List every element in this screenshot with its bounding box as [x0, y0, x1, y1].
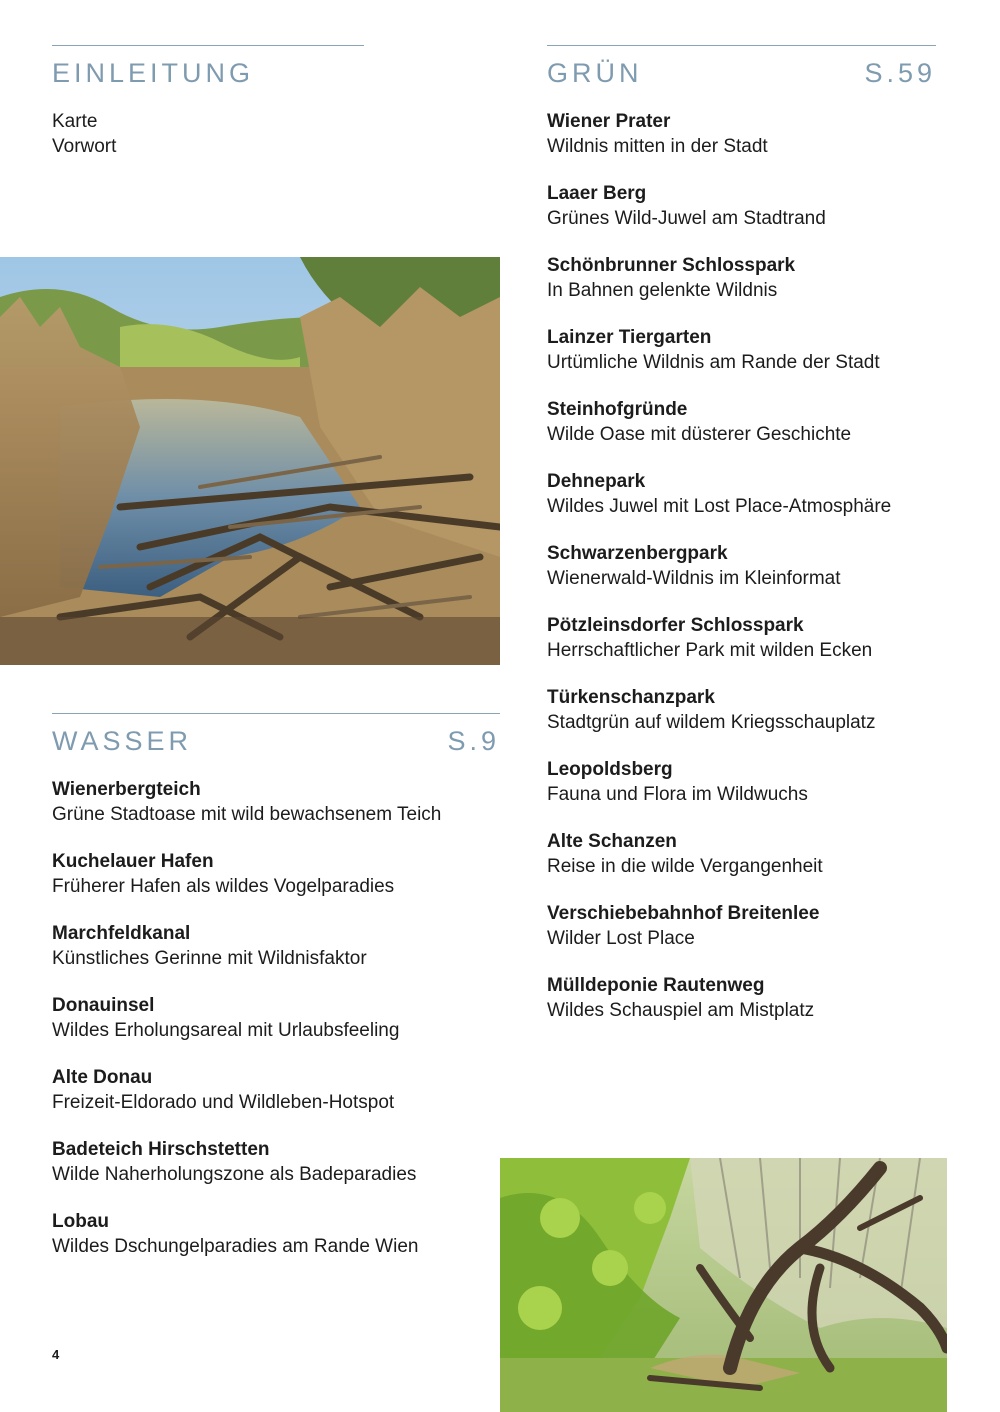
entry-title: Marchfeldkanal — [52, 923, 191, 944]
toc-entry[interactable] — [52, 1209, 500, 1259]
entry-title: Steinhofgründe — [547, 399, 688, 420]
einleitung-section — [52, 45, 364, 159]
entry-subtitle: Wienerwald-Wildnis im Kleinformat — [547, 568, 841, 589]
toc-entry[interactable] — [547, 325, 936, 375]
entry-subtitle: Herrschaftlicher Park mit wilden Ecken — [547, 640, 873, 661]
entry-subtitle: Künstliches Gerinne mit Wildnisfaktor — [52, 948, 367, 969]
gruen-rule — [547, 45, 936, 46]
gruen-section — [547, 45, 936, 1045]
marsh-photo-illustration — [0, 257, 500, 665]
entry-subtitle: Wildes Erholungsareal mit Urlaubsfeeling — [52, 1020, 400, 1041]
entry-title: Schönbrunner Schlosspark — [547, 255, 796, 276]
wasser-rule — [52, 713, 500, 714]
wasser-page-ref: S.9 — [447, 726, 500, 756]
entry-subtitle: In Bahnen gelenkte Wildnis — [547, 280, 778, 301]
entry-subtitle: Reise in die wilde Vergangenheit — [547, 856, 823, 877]
gruen-heading: GRÜN — [547, 58, 643, 88]
entry-title: Türkenschanzpark — [547, 687, 715, 708]
toc-entry[interactable] — [52, 849, 500, 899]
entry-title: Mülldeponie Rautenweg — [547, 975, 765, 996]
wasser-heading-row — [52, 726, 500, 757]
entry-subtitle: Wildes Dschungelparadies am Rande Wien — [52, 1236, 419, 1257]
toc-entry[interactable] — [547, 109, 936, 159]
wasser-section — [52, 713, 500, 1281]
entry-title: Schwarzenbergpark — [547, 543, 728, 564]
entry-title: Leopoldsberg — [547, 759, 673, 780]
entry-subtitle: Wildes Schauspiel am Mistplatz — [547, 1000, 815, 1021]
toc-entry[interactable] — [547, 757, 936, 807]
entry-subtitle: Wildnis mitten in der Stadt — [547, 136, 768, 157]
entry-subtitle: Wilde Oase mit düsterer Geschichte — [547, 424, 852, 445]
entry-title: Wienerbergteich — [52, 779, 201, 800]
toc-entry[interactable] — [52, 993, 500, 1043]
entry-title: Laaer Berg — [547, 183, 647, 204]
toc-entry[interactable] — [547, 685, 936, 735]
entry-title: Dehnepark — [547, 471, 646, 492]
entry-title: Donauinsel — [52, 995, 155, 1016]
entry-subtitle: Wildes Juwel mit Lost Place-Atmosphäre — [547, 496, 892, 517]
einleitung-heading-row — [52, 58, 364, 89]
willow-photo — [500, 1158, 947, 1412]
toc-entry[interactable] — [52, 1137, 500, 1187]
entry-subtitle: Stadtgrün auf wildem Kriegsschauplatz — [547, 712, 876, 733]
gruen-heading-row — [547, 58, 936, 89]
entry-subtitle: Freizeit-Eldorado und Wildleben-Hotspot — [52, 1092, 395, 1113]
gruen-entries — [547, 109, 936, 1023]
toc-entry[interactable] — [52, 1065, 500, 1115]
toc-entry[interactable] — [547, 901, 936, 951]
toc-entry[interactable] — [547, 829, 936, 879]
marsh-photo — [0, 257, 500, 665]
einleitung-heading: EINLEITUNG — [52, 58, 255, 88]
willow-photo-illustration — [500, 1158, 947, 1412]
entry-subtitle: Wilde Naherholungszone als Badeparadies — [52, 1164, 417, 1185]
toc-entry[interactable] — [52, 921, 500, 971]
toc-entry[interactable] — [52, 777, 500, 827]
toc-entry[interactable] — [547, 973, 936, 1023]
entry-title: Pötzleinsdorfer Schlosspark — [547, 615, 804, 636]
wasser-entries — [52, 777, 500, 1259]
einleitung-list — [52, 109, 364, 159]
einleitung-rule — [52, 45, 364, 46]
gruen-page-ref: S.59 — [864, 58, 936, 88]
entry-title: Lobau — [52, 1211, 109, 1232]
einleitung-item-vorwort[interactable]: Vorwort — [52, 136, 117, 157]
entry-title: Kuchelauer Hafen — [52, 851, 214, 872]
toc-entry[interactable] — [547, 469, 936, 519]
entry-subtitle: Urtümliche Wildnis am Rande der Stadt — [547, 352, 880, 373]
entry-title: Alte Schanzen — [547, 831, 677, 852]
entry-title: Verschiebebahnhof Breitenlee — [547, 903, 820, 924]
toc-entry[interactable] — [547, 541, 936, 591]
einleitung-item-karte[interactable]: Karte — [52, 111, 98, 132]
toc-entry[interactable] — [547, 253, 936, 303]
toc-entry[interactable] — [547, 181, 936, 231]
entry-title: Badeteich Hirschstetten — [52, 1139, 270, 1160]
wasser-heading: WASSER — [52, 726, 193, 756]
toc-entry[interactable] — [547, 613, 936, 663]
entry-subtitle: Fauna und Flora im Wildwuchs — [547, 784, 808, 805]
entry-subtitle: Grüne Stadtoase mit wild bewachsenem Teich — [52, 804, 442, 825]
toc-entry[interactable] — [547, 397, 936, 447]
entry-title: Lainzer Tiergarten — [547, 327, 712, 348]
entry-title: Alte Donau — [52, 1067, 153, 1088]
entry-subtitle: Früherer Hafen als wildes Vogelparadies — [52, 876, 395, 897]
entry-title: Wiener Prater — [547, 111, 671, 132]
page-number: 4 — [52, 1347, 60, 1362]
entry-subtitle: Wilder Lost Place — [547, 928, 695, 949]
entry-subtitle: Grünes Wild-Juwel am Stadtrand — [547, 208, 826, 229]
